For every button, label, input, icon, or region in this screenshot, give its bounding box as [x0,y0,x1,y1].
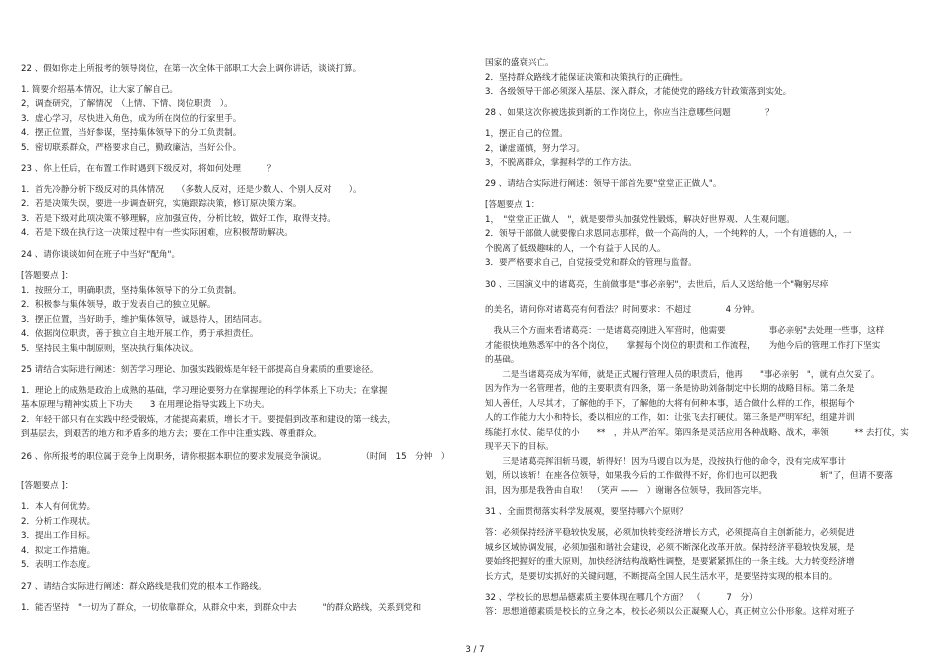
text-line: 的基础。 [485,355,520,365]
text-line: 3．各级领导干部必须深入基层、深入群众，才能使党的路线方针政策落到实处。 [485,87,792,97]
question-30: 30 、三国演义中的诸葛亮，生前做事是"事必亲躬"，去世后，后人又送给他一个"鞠躬尽瘁 [485,280,829,290]
text-line: 才能很快地熟悉军中的各个岗位， 掌握每个岗位的职责和工作流程， 为他今后的管理工作打下坚实 [485,341,881,351]
text-line: 5．坚持民主集中制原则，坚决执行集体决议。 [21,344,199,354]
answer-key-label: [答题要点 ]： [21,271,74,281]
text-line: 答：思想道德素质是校长的立身之本，校长必须以公正凝聚人心，真正树立公仆形象。这样对班子 [485,607,855,617]
text-line: 要始终把握好的重大原则，加快经济结构战略性调整，是要紧紧抓住的一条主线。大力转变经济增 [485,557,855,567]
text-line: 1， "堂堂正正做人 "，就是要带头加强党性锻炼，解决好世界观、人生观问题。 [485,215,795,225]
question-22: 22 、假如你走上所报考的领导岗位，在第一次全体干部职工大会上调你讲话，谈谈打算。 [21,64,362,74]
text-line: 3．要严格要求自己，自觉接受党和群众的管理与监督。 [485,258,697,268]
question-32: 32 、学校长的思想品德素质主要体现在哪几个方面？ （ 7 分） [485,593,758,603]
text-line: 城乡区域协调发展，必须加强和谐社会建设，必须不断深化改革开放。保持经济平稳较快发展，是 [485,543,855,553]
question-27: 27 、请结合实际进行阐述：群众路线是我们党的根本工作路线。 [21,582,267,592]
text-line: 三是诸葛亮挥泪斩马谡，斩得好！因为马谡自以为是，没按执行他的命令，没有完成军事计 [485,457,846,467]
question-26: 26 、你所报考的职位属于竞争上岗职务，请你根据本职位的要求发展竞争演说。 （时间 15 分钟 ） [21,452,450,462]
text-line: 3．若是下级对此项决策不够理解，应加强宣传，分析比较，做好工作，取得支持。 [21,214,336,224]
text-line: 5．密切联系群众，严格要求自己，勤政廉洁，当好公仆。 [21,143,242,153]
text-line: 2，调查研究，了解情况 （上情、下情、岗位职责 ）。 [21,99,233,109]
text-line: 长方式，是要切实抓好的关键问题，不断提高全国人民生活水平，是要坚持实现的根本目的。 [485,572,838,582]
text-line: 5．表明工作态度。 [21,560,96,570]
text-line: 2．积极参与集体领导，敢于发表自己的独立见解。 [21,300,216,310]
text-line: 4．摆正位置，当好参谋，坚持集体领导下的分工负责制。 [21,128,242,138]
text-line: 3．摆正位置，当好助手，维护集体领导，诚恳待人，团结同志。 [21,315,268,325]
page-number: 3 / 7 [465,645,485,655]
question-23: 23 、你上任后，在布置工作时遇到下级反对，将如何处理 ？ [21,164,276,174]
text-line: 划，所以该斩！在座各位领导，如果我今后的工作做得不好，你们也可以把我 斩"了，但请不要落 [485,471,893,481]
text-line: 1．理论上的成熟是政治上成熟的基础，学习理论要努力在掌握理论的科学体系上下功夫；在掌握 [21,386,388,396]
text-line: 个脱离了低级趣味的人，一个有益于人民的人。 [485,244,666,254]
text-line: 2，谦虚谨慎，努力学习。 [485,144,585,154]
answer-key-label: [答题要点 1： [485,200,540,210]
text-line: 1．按照分工，明确职责，坚持集体领导下的分工负责制。 [21,286,242,296]
answer-key-label: [答题要点 ]： [21,481,74,491]
text-line: 1．能否坚持 "一切为了群众，一切依靠群众，从群众中来，到群众中去 "的群众路线，关系到党和 [21,603,422,613]
text-line: 3．虚心学习，尽快进入角色，成为所在岗位的行家里手。 [21,114,242,124]
text-line: 二是当诸葛亮成为军师，就是正式履行管理人员的职责后，他再 "事必亲躬 "，就有点欠妥了。 [485,370,880,380]
text-line: 2．年轻干部只有在实践中经受锻炼，才能提高素质，增长才干。要提倡到改革和建设的第一线去， [21,415,397,425]
text-line: 国家的盛衰兴亡。 [485,58,554,68]
text-line: 泪，因为那是我咎由自取！ （笑声 —— ）谢谢各位领导，我回答完毕。 [485,486,768,496]
text-line: 基本原理与精神实质上下功夫 3 在用理论指导实践上下功夫。 [21,400,270,410]
question-25: 25 请结合实际进行阐述：刻苦学习理论、加强实践锻炼是年轻干部提高自身素质的重要途径。 [21,365,379,375]
text-line: 1. 简要介绍基本情况，让大家了解自己。 [21,85,179,95]
text-line: 2．领导干部做人就要像白求恩同志那样，做一个高尚的人，一个纯粹的人，一个有道德的人，一 [485,229,852,239]
text-line: 4．依据岗位职责，善于独立自主地开展工作，勇于承担责任。 [21,329,259,339]
text-line: 2．分析工作现状。 [21,517,96,527]
text-line: 练能打水仗、能早仗的小 ** ，并从严治军。第四条是灵活应用各种战略、战术，率领 ** 去打仗，实 [485,428,909,438]
text-line: 的美名，请问你对诸葛亮有何看法？时间要求：不超过 4 分钟。 [485,305,760,315]
text-line: 3．提出工作目标。 [21,531,96,541]
question-28: 28 、如果这次你被选拔到新的工作岗位上，你应当注意哪些问题 ？ [485,108,774,118]
text-line: 4．拟定工作措施。 [21,546,96,556]
text-line: 1．本人有何优势。 [21,502,96,512]
question-31: 31 、全面贯彻落实科学发展观，要坚持哪六个原则？ [485,507,688,517]
text-line: 2．若是决策失误，要进一步调查研究，实施跟踪决策，修订原决策方案。 [21,199,302,209]
question-29: 29 、请结合实际进行阐述：领导干部首先要"堂堂正正做人"。 [485,179,722,189]
question-24: 24 、请你谈谈如何在班子中当好"配角"。 [21,250,181,260]
text-line: 因为作为一名管理者，他的主要职责有四条，第一条是协助刘备制定中长期的战略目标。第二条是 [485,384,855,394]
text-line: 3，不脱离群众，掌握科学的工作方法。 [485,158,637,168]
text-line: 2．坚持群众路线才能保证决策和决策执行的正确性。 [485,73,689,83]
text-line: 我从三个方面来看诸葛亮：一是诸葛亮刚进入军营时，他需要 事必亲躬"去处理一些事，这样 [485,326,885,336]
text-line: 知人善任，人尽其才，了解他的手下，了解他的大将有何种本事，适合做什么样的工作，根据每个 [485,399,855,409]
text-line: 4．若是下级在执行这一决策过程中有一些实际困难，应积极帮助解决。 [21,228,293,238]
text-line: 现平天下的目标。 [485,442,554,452]
text-line: 人的工作能力大小和特长，委以相应的工作，如：让张飞去打硬仗。第三条是严明军纪，组建并训 [485,413,855,423]
text-line: 到基层去，到艰苦的地方和矛盾多的地方去；要在工作中注重实践、尊重群众。 [21,429,322,439]
text-line: 1．首先冷静分析下级反对的具体情况 （多数人反对，还是少数人、个别人反对 ）。 [21,185,362,195]
text-line: 答：必须保持经济平稳较快发展，必须加快转变经济增长方式，必须提高自主创新能力，必须促进 [485,528,855,538]
text-line: 1，摆正自己的位置。 [485,129,568,139]
